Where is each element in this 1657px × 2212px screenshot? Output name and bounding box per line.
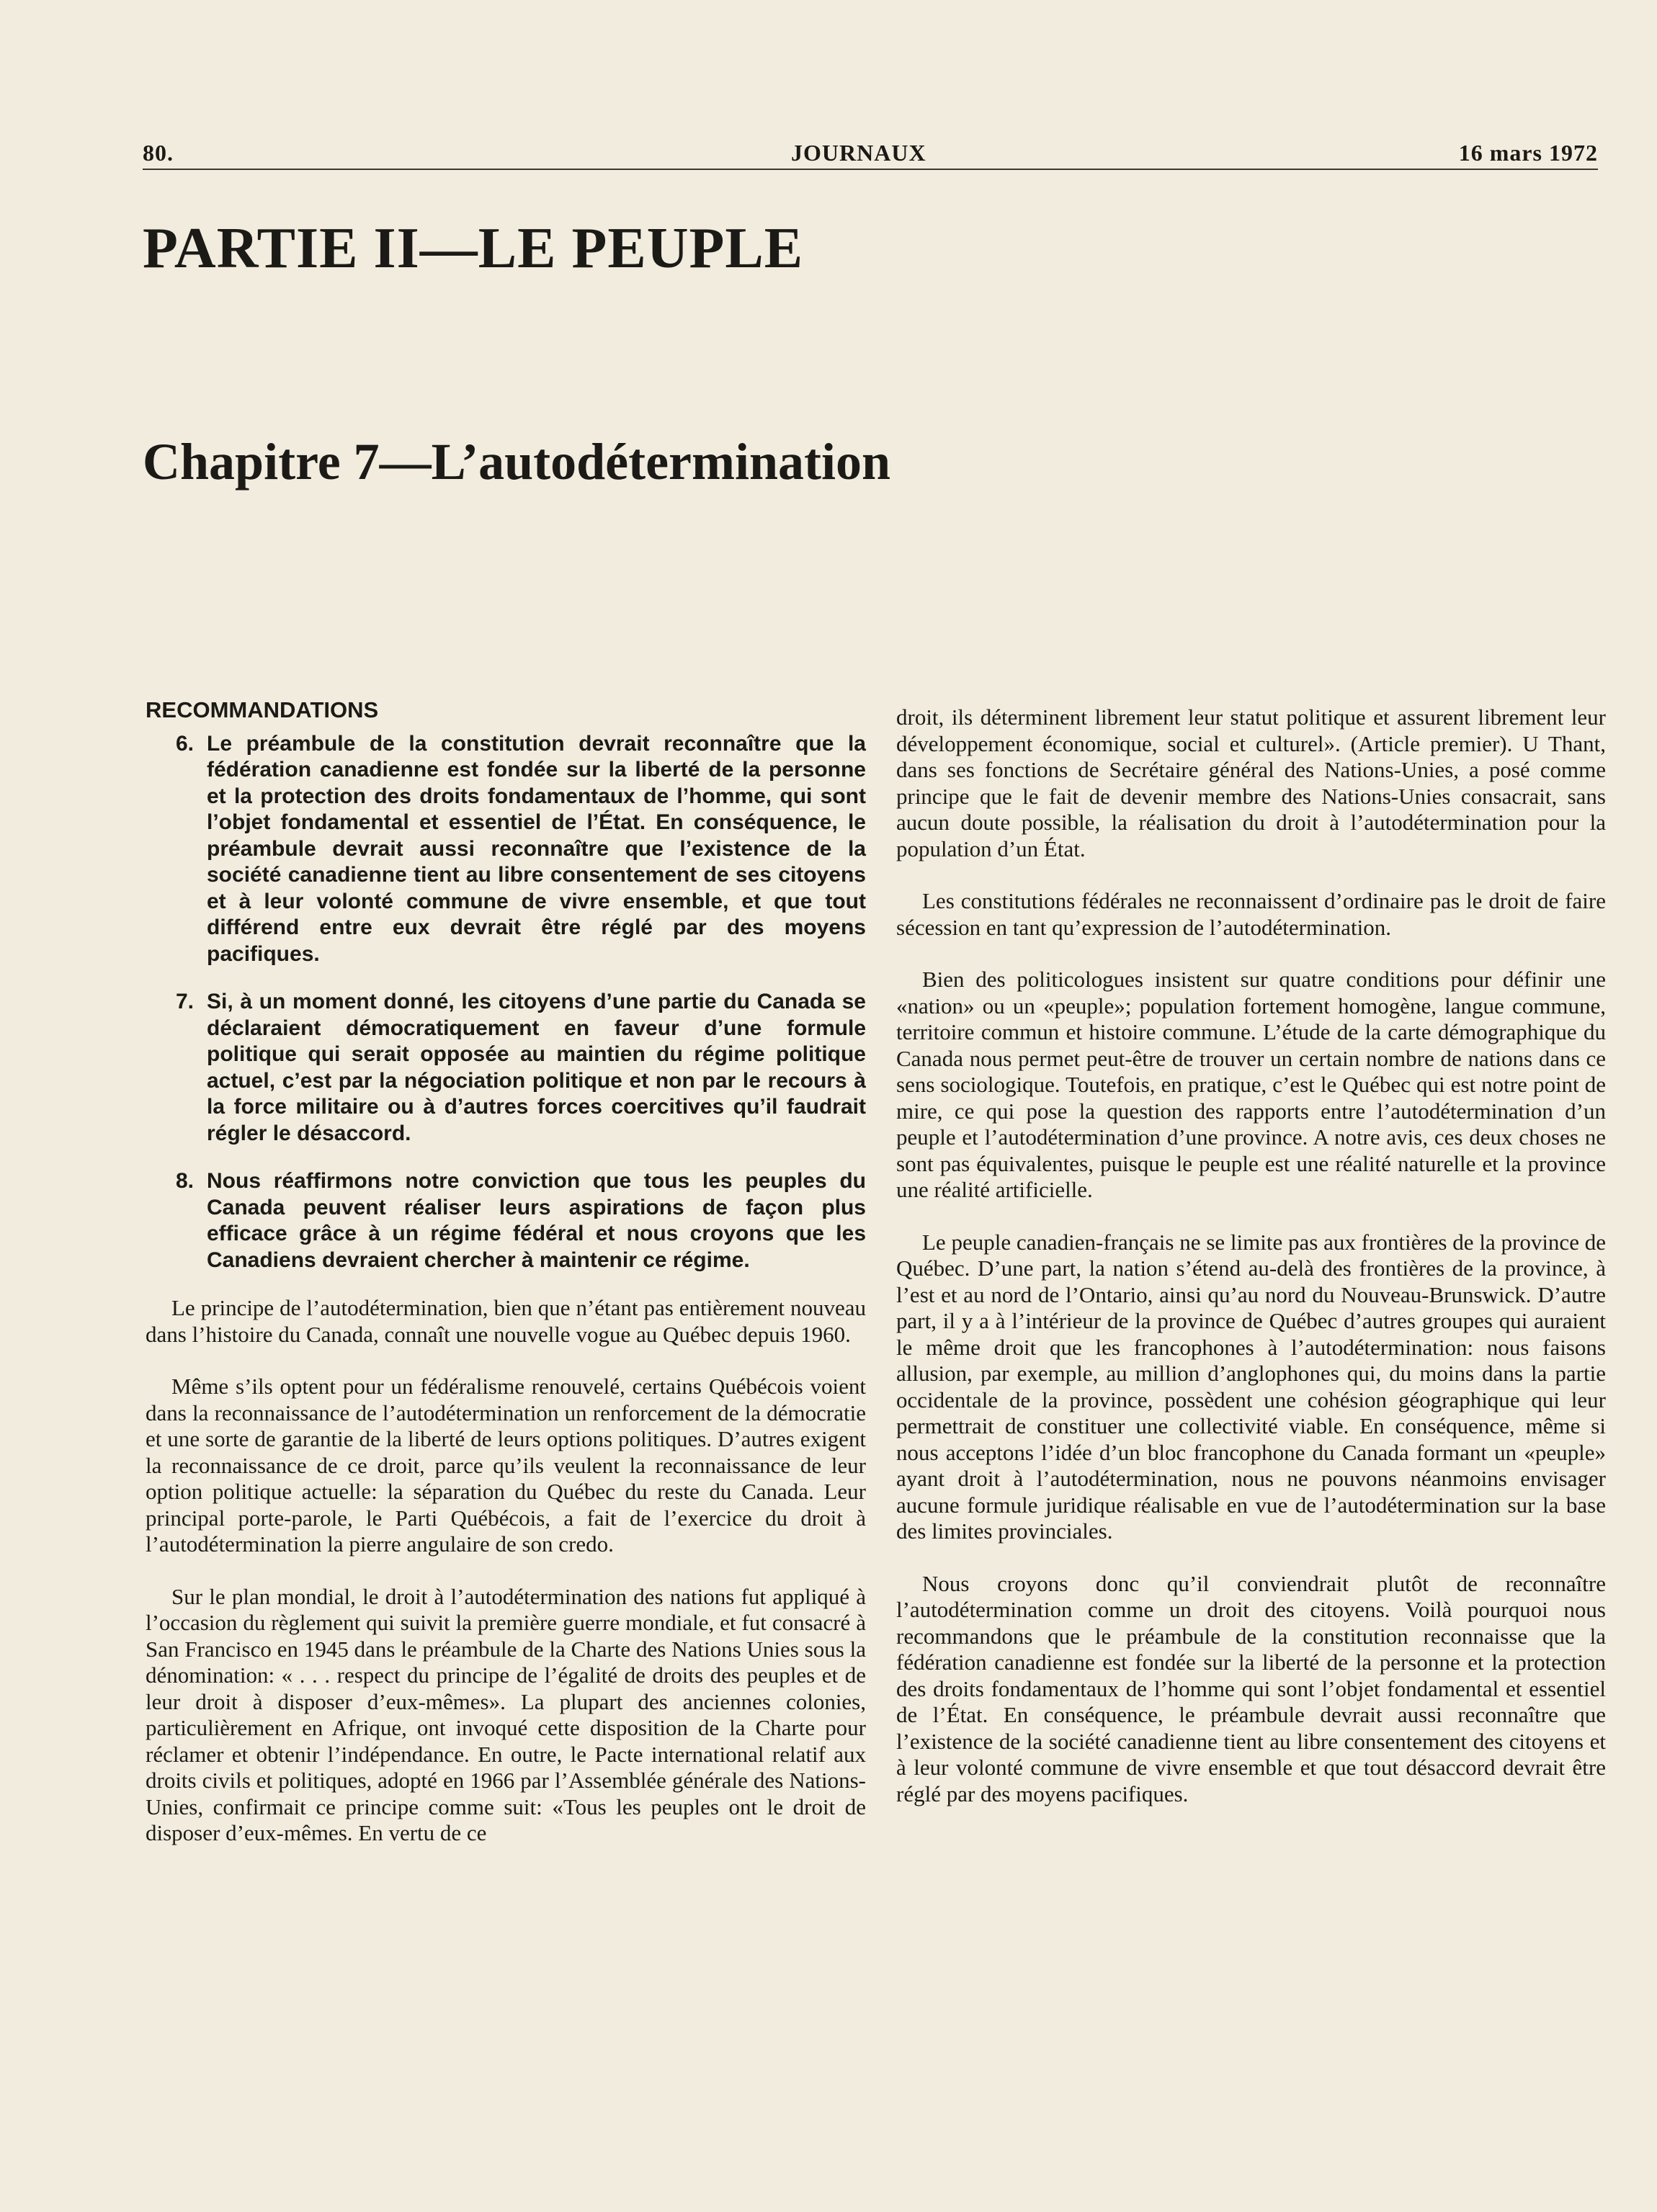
- recommendation-text: Le préambule de la constitution devrait reconnaître que la fédération canadienne est fondée sur la liberté de la personne et la protection des droits fondamentaux de l’homme, qui sont l’objet fondamental et essentiel de l’État. En conséquence, le préambule devrait aussi reconnaître que l’existence de la société canadienne tient au libre consentement de ses citoyens et à leur volonté commune de vivre ensemble, et que tout différend entre eux devrait être réglé par des moyens pacifiques.: [207, 731, 866, 966]
- chapter-title: Chapitre 7—L’autodétermination: [143, 433, 891, 491]
- issue-date: 16 mars 1972: [1458, 140, 1598, 166]
- right-column: [896, 704, 1606, 1833]
- body-paragraph: Les constitutions fédérales ne reconnaissent d’ordinaire pas le droit de faire sécession en tant qu’expression de l’autodétermination.: [896, 888, 1606, 940]
- body-paragraph: Sur le plan mondial, le droit à l’autodétermination des nations fut appliqué à l’occasion du règlement qui suivit la première guerre mondiale, et fut consacré à San Francisco en 1945 dans le préambule de la Charte des Nations Unies sous la dénomination: « . . . respect du principe de l’égalité de droits des peuples et de leur droit à disposer d’eux-mêmes». La plupart des anciennes colonies, particulièrement en Afrique, ont invoqué cette disposition de la Charte pour réclamer et obtenir l’indépendance. En outre, le Pacte international relatif aux droits civils et politiques, adopté en 1966 par l’Assemblée générale des Nations-Unies, confirmait ce principe comme suit: «Tous les peuples ont le droit de disposer d’eux-mêmes. En vertu de ce: [146, 1583, 866, 1845]
- body-paragraph: Le peuple canadien-français ne se limite pas aux frontières de la province de Québec. D’une part, la nation s’étend au-delà des frontières de la province, à l’est et au nord de l’Ontario, ainsi qu’au nord du Nouveau-Brunswick. D’autre part, il y a à l’intérieur de la province de Québec d’autres groupes qui auraient le même droit que les francophones à l’autodétermination: nous faisons allusion, par exemple, au million d’anglophones qui, du moins dans la partie occidentale de la province, possèdent une cohésion géographique qui leur permettrait de constituer une collectivité viable. En conséquence, même si nous acceptons l’idée d’un bloc francophone du Canada formant un «peuple» ayant droit à l’autodétermination, nous ne pouvons néanmoins envisager aucune formule juridique réalisable en vue de l’autodétermination sur la base des limites provinciales.: [896, 1229, 1606, 1544]
- recommendations-heading: RECOMMANDATIONS: [146, 697, 379, 722]
- recommendation-text: Nous réaffirmons notre conviction que tous les peuples du Canada peuvent réaliser leurs aspirations de façon plus efficace grâce à un régime fédéral et nous croyons que les Canadiens devraient chercher à maintenir ce régime.: [207, 1169, 866, 1272]
- body-paragraph-continued: droit, ils déterminent librement leur statut politique et assurent librement leur développement économique, social et culturel». (Article premier). U Thant, dans ses fonctions de Secrétaire général des Nations-Unies, a posé comme principe que le fait de devenir membre des Nations-Unies consacrait, sans aucun doute possible, la réalisation du droit à l’autodétermination pour la population d’un État.: [896, 704, 1606, 861]
- recommendation-8: [146, 1168, 866, 1273]
- recommendation-number: 7.: [176, 990, 195, 1013]
- body-paragraph: Le principe de l’autodétermination, bien que n’étant pas entièrement nouveau dans l’histoire du Canada, connaît une nouvelle vogue au Québec depuis 1960.: [146, 1295, 866, 1347]
- left-column: [146, 697, 866, 1873]
- recommendation-number: 8.: [176, 1169, 195, 1193]
- body-paragraph: Même s’ils optent pour un fédéralisme renouvelé, certains Québécois voient dans la reconnaissance de l’autodétermination un renforcement de la démocratie et une sorte de garantie de la liberté de leurs options politiques. D’autres exigent la reconnaissance de ce droit, parce qu’ils veulent la reconnaissance de leur option politique actuelle: la séparation du Québec du reste du Canada. Leur principal porte-parole, le Parti Québécois, a fait de l’exercice du droit à l’autodétermination la pierre angulaire de son credo.: [146, 1374, 866, 1557]
- recommendation-7: [146, 989, 866, 1147]
- running-head: [143, 137, 1598, 170]
- journal-name: JOURNAUX: [791, 140, 926, 166]
- recommendation-text: Si, à un moment donné, les citoyens d’une partie du Canada se déclaraient démocratiquement en faveur d’une formule politique qui serait opposée au maintien du régime politique actuel, c’est par la négociation politique et non par le recours à la force militaire ou à d’autres forces coercitives qu’il faudrait régler le désaccord.: [207, 990, 866, 1145]
- body-paragraph: Bien des politicologues insistent sur quatre conditions pour définir une «nation» ou un «peuple»; population fortement homogène, langue commune, territoire commun et histoire commune. L’étude de la carte démographique du Canada nous permet peut-être de trouver un certain nombre de nations dans ce sens sociologique. Toutefois, en pratique, c’est le Québec qui est notre point de mire, ce qui pose la question des rapports entre l’autodétermination d’un peuple et l’autodétermination d’une province. A notre avis, ces deux choses ne sont pas équivalentes, puisque le peuple est une réalité naturelle et la province une réalité artificielle.: [896, 967, 1606, 1202]
- recommendation-number: 6.: [176, 731, 195, 756]
- body-paragraph: Nous croyons donc qu’il conviendrait plutôt de reconnaître l’autodétermination comme un droit des citoyens. Voilà pourquoi nous recommandons que le préambule de la constitution reconnaisse que la fédération canadienne est fondée sur la liberté de la personne et la protection des droits fondamentaux de l’homme qui sont l’objet fondamental et essentiel de l’État. En conséquence, le préambule devrait aussi reconnaître que l’existence de la société canadienne tient au libre consentement des citoyens et à leur volonté commune de vivre ensemble et que tout désaccord devrait être réglé par des moyens pacifiques.: [896, 1570, 1606, 1806]
- page-number: 80.: [143, 140, 174, 166]
- recommendation-6: [146, 731, 866, 968]
- part-title: PARTIE II—LE PEUPLE: [143, 217, 804, 280]
